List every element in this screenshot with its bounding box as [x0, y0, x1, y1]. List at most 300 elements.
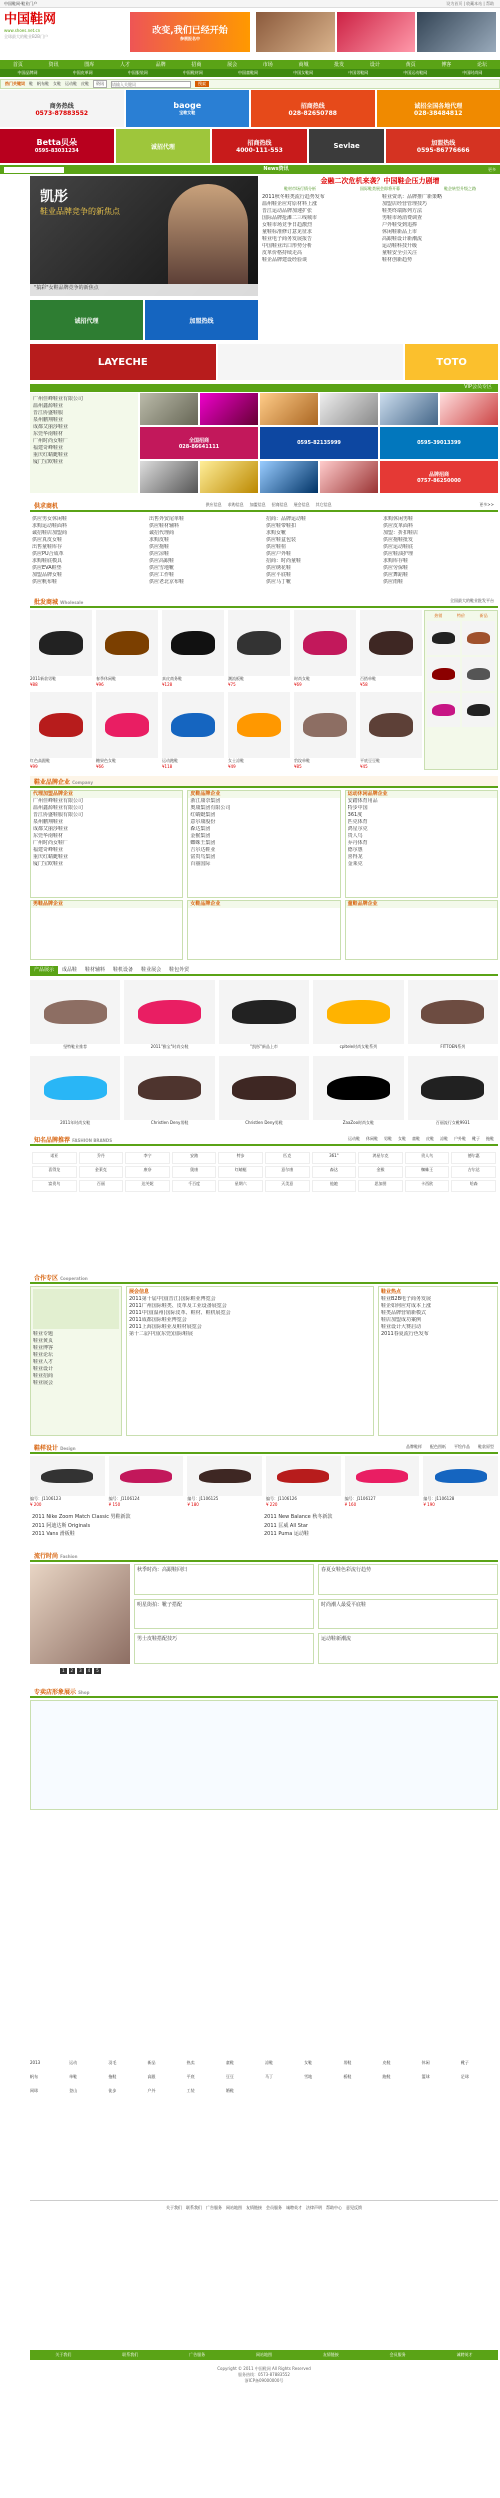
- ad-banner[interactable]: LAYECHE: [30, 344, 216, 380]
- ad-banner[interactable]: 加盟热线: [145, 300, 258, 340]
- keyword-link[interactable]: 靴子: [460, 2060, 469, 2065]
- keyword-link[interactable]: 户外: [147, 2088, 156, 2093]
- tab[interactable]: 供应信息: [205, 502, 222, 507]
- tab[interactable]: 男鞋: [384, 1136, 392, 1141]
- news-item[interactable]: 男鞋市场消费调查: [382, 215, 423, 221]
- coop-item[interactable]: 鞋业设计大赛启动: [381, 1324, 422, 1330]
- more-link[interactable]: 更多>>: [479, 502, 494, 507]
- company-item[interactable]: 蜘蛛王集团: [190, 840, 216, 846]
- tab[interactable]: 配色图纸: [430, 1444, 446, 1449]
- nav-item[interactable]: 招商: [191, 62, 202, 68]
- hot-keyword[interactable]: 帆布鞋: [37, 81, 49, 86]
- tab[interactable]: 新品: [479, 613, 488, 618]
- company-item[interactable]: 德尔惠: [347, 847, 363, 853]
- keyword-link[interactable]: 高跟: [147, 2074, 156, 2079]
- brand-link[interactable]: 吉尔达: [451, 1166, 496, 1178]
- headline-link[interactable]: 国际鞋类展会即将开幕: [360, 186, 400, 191]
- company-item[interactable]: 匹克体育: [347, 819, 368, 825]
- brand-link[interactable]: 蜘蛛王: [405, 1166, 450, 1178]
- vip-item[interactable]: 重庆红蜻蜓鞋业: [33, 452, 69, 458]
- brand-link[interactable]: 卡西欧: [405, 1180, 450, 1192]
- wholesale-item[interactable]: [162, 610, 224, 688]
- keyword-link[interactable]: 马丁: [265, 2074, 273, 2079]
- tab[interactable]: 凉鞋: [440, 1136, 448, 1141]
- biz-item[interactable]: 求购女靴: [266, 530, 287, 536]
- tab[interactable]: 女鞋: [398, 1136, 406, 1141]
- coop-item[interactable]: 2011成都国际鞋业博览会: [129, 1317, 187, 1323]
- company-item[interactable]: 福建奇峰鞋业: [33, 847, 64, 853]
- company-item[interactable]: 广州佳峰鞋业有限公司: [33, 798, 84, 804]
- nav-item[interactable]: 图库: [84, 62, 95, 68]
- biz-item[interactable]: 求购鞋底模具: [32, 558, 63, 564]
- fashion-item[interactable]: 运动鞋新潮流: [318, 1633, 498, 1664]
- headline-link[interactable]: 鞋企转型升级之路: [444, 186, 476, 191]
- nav-item[interactable]: 市场: [262, 62, 273, 68]
- vip-photo[interactable]: [260, 393, 318, 425]
- keyword-link[interactable]: 休闲: [421, 2060, 430, 2065]
- brand-link[interactable]: 思加图: [358, 1180, 403, 1192]
- search-button[interactable]: 搜索: [195, 81, 209, 87]
- design-link[interactable]: 2011 Vans 滑板鞋: [32, 1531, 75, 1538]
- company-item[interactable]: 吉尔达鞋业: [190, 847, 216, 853]
- biz-item[interactable]: 供应工作鞋: [149, 572, 175, 578]
- nav-item[interactable]: 论坛: [476, 62, 487, 68]
- brand-link[interactable]: 匹克: [265, 1152, 310, 1164]
- biz-item[interactable]: 求购库存鞋: [383, 558, 409, 564]
- footer-link[interactable]: 广告服务: [206, 2205, 222, 2210]
- tab[interactable]: 招商信息: [271, 502, 288, 507]
- footer-link[interactable]: 意见反馈: [346, 2205, 362, 2210]
- brand-link[interactable]: 金莱克: [79, 1166, 124, 1178]
- brand-link[interactable]: 德尔惠: [451, 1152, 496, 1164]
- ad-banner[interactable]: baoge 宝歌女鞋: [126, 90, 250, 127]
- news-item[interactable]: 晋江运动品牌加速扩张: [262, 208, 313, 214]
- page-link[interactable]: 4: [87, 1668, 91, 1673]
- product-item[interactable]: [313, 1056, 403, 1126]
- biz-item[interactable]: 供应户外鞋: [266, 551, 292, 557]
- search-input[interactable]: [111, 81, 191, 88]
- keyword-link[interactable]: 新品: [147, 2060, 156, 2065]
- fashion-item[interactable]: 春夏女鞋色彩流行趋势: [318, 1564, 498, 1595]
- biz-item[interactable]: 招商：时尚童鞋: [266, 558, 302, 564]
- news-item[interactable]: 2011秋冬鞋类流行趋势发布: [262, 194, 325, 200]
- footer-link[interactable]: 诚聘英才: [286, 2205, 302, 2210]
- brand-link[interactable]: 意尔康: [265, 1166, 310, 1178]
- biz-item[interactable]: 加盟：折扣鞋店: [383, 530, 419, 536]
- design-link[interactable]: 2011 匡威 All Star: [264, 1522, 308, 1529]
- product-item[interactable]: [30, 980, 120, 1050]
- design-link[interactable]: 2011 New Balance 秋冬新款: [264, 1514, 333, 1520]
- keyword-link[interactable]: 工装: [186, 2088, 195, 2093]
- tab[interactable]: 皮鞋: [426, 1136, 434, 1141]
- ad-banner[interactable]: 招商热线 028-82650788: [251, 90, 375, 127]
- headline[interactable]: 金融二次危机来袭？中国鞋企压力剧增: [320, 177, 440, 185]
- company-item[interactable]: 泉州鹏翔鞋业: [33, 819, 64, 825]
- tab[interactable]: 靴子: [472, 1136, 480, 1141]
- company-item[interactable]: 意尔康股份: [190, 819, 216, 825]
- hot-keyword[interactable]: 运动鞋: [65, 81, 77, 86]
- biz-item[interactable]: 供应拖鞋: [149, 544, 170, 550]
- keyword-link[interactable]: 童鞋: [225, 2060, 234, 2065]
- sub-nav-item[interactable]: 中国童鞋网: [237, 70, 258, 75]
- product-item[interactable]: [219, 1056, 309, 1126]
- coop-item[interactable]: 第十二届中国(东莞)国际鞋展: [129, 1331, 193, 1337]
- vip-photo[interactable]: [320, 393, 378, 425]
- wholesale-item[interactable]: [294, 610, 356, 688]
- keyword-link[interactable]: 平底: [186, 2074, 195, 2079]
- design-link[interactable]: 2011 Nike Zoom Match Classic 男鞋新款: [32, 1514, 131, 1520]
- coop-item[interactable]: 2011中国(温州)国际皮革、鞋材、鞋机展览会: [129, 1310, 231, 1316]
- tab[interactable]: 鞋款原型: [478, 1444, 494, 1449]
- coop-item[interactable]: 鞋类品牌营销新模式: [381, 1310, 427, 1316]
- biz-item[interactable]: 供应绣花鞋: [266, 565, 292, 571]
- biz-item[interactable]: 供应运动鞋底: [383, 544, 414, 550]
- biz-item[interactable]: 供应鞋材辅料: [149, 523, 180, 529]
- top-bar-links[interactable]: 设为首页 | 收藏本站 | 帮助: [446, 1, 494, 6]
- biz-item[interactable]: 诚招鞋店加盟商: [32, 530, 68, 536]
- company-item[interactable]: 乔丹体育: [347, 840, 368, 846]
- vip-photo[interactable]: [140, 393, 198, 425]
- news-search-input[interactable]: [4, 167, 64, 173]
- coop-item[interactable]: 2011第十届中国(晋江)国际鞋业博览会: [129, 1296, 216, 1302]
- coop-item[interactable]: 鞋业招商: [33, 1373, 54, 1379]
- tab[interactable]: 平绘作品: [454, 1444, 470, 1449]
- keyword-link[interactable]: 登山: [69, 2088, 78, 2093]
- tab[interactable]: 鞋机设备: [113, 967, 134, 973]
- brand-link[interactable]: 安踏: [172, 1152, 217, 1164]
- top-photo-ads[interactable]: [256, 12, 496, 52]
- vip-item[interactable]: 晋江协盛鞋服: [33, 410, 64, 416]
- logo[interactable]: 中国鞋网 www.shoes.net.cn 全球最大的鞋业B2B门户: [4, 12, 57, 39]
- footer-link[interactable]: 联系我们: [186, 2205, 202, 2210]
- vip-ad[interactable]: 品牌招商 0757-86250000: [380, 461, 498, 493]
- vip-ad[interactable]: 全国招商 028-86641111: [140, 427, 258, 459]
- product-item[interactable]: [313, 980, 403, 1050]
- sub-nav-item[interactable]: 中国女鞋网: [293, 70, 314, 75]
- biz-item[interactable]: 供应劳保鞋: [383, 565, 409, 571]
- footer-nav-link[interactable]: 会员服务: [389, 2352, 406, 2357]
- vip-item[interactable]: 广州佳峰鞋业有限公司: [33, 396, 84, 402]
- keyword-link[interactable]: 单鞋: [69, 2074, 78, 2079]
- design-item[interactable]: [187, 1456, 262, 1508]
- footer-nav-link[interactable]: 友情链接: [322, 2352, 339, 2357]
- news-item[interactable]: 户外鞋受到追捧: [382, 222, 418, 228]
- ad-banner[interactable]: 诚招代理: [30, 300, 143, 340]
- coop-item[interactable]: 2011上海国际鞋业及鞋材展览会: [129, 1324, 202, 1330]
- vip-item[interactable]: 东莞华南鞋材: [33, 431, 64, 437]
- ad-banner[interactable]: TOTO: [405, 344, 498, 380]
- footer-link[interactable]: 关于我们: [166, 2205, 182, 2210]
- product-item[interactable]: [124, 1056, 214, 1126]
- vip-item[interactable]: 厦门宝欧鞋业: [33, 459, 64, 465]
- vip-item[interactable]: 成都艾丽莎鞋业: [33, 424, 69, 430]
- news-item[interactable]: 童鞋标准修订意见征求: [262, 229, 313, 235]
- tab[interactable]: 品牌鞋样: [406, 1444, 422, 1449]
- brand-link[interactable]: 星期六: [218, 1180, 263, 1192]
- brand-link[interactable]: 特步: [218, 1152, 263, 1164]
- biz-item[interactable]: 供应鞋油护理: [383, 551, 414, 557]
- design-item[interactable]: [345, 1456, 420, 1508]
- design-item[interactable]: [109, 1456, 184, 1508]
- nav-item[interactable]: 资讯: [48, 62, 59, 68]
- brand-link[interactable]: 红蜻蜓: [218, 1166, 263, 1178]
- brand-link[interactable]: 乔丹: [79, 1152, 124, 1164]
- keyword-link[interactable]: 凉鞋: [265, 2060, 273, 2065]
- news-item[interactable]: 运动鞋科技升级: [382, 243, 418, 249]
- wholesale-item[interactable]: [360, 692, 422, 770]
- company-item[interactable]: 金莱克: [347, 861, 363, 867]
- biz-item[interactable]: 供应鞋楦: [266, 544, 287, 550]
- company-item[interactable]: 361度: [347, 812, 363, 818]
- biz-item[interactable]: 供应EVA鞋垫: [32, 565, 62, 571]
- keyword-link[interactable]: 男鞋: [343, 2060, 352, 2065]
- ad-banner[interactable]: 诚招全国各地代理 028-38484812: [377, 90, 500, 127]
- wholesale-more[interactable]: 全国最大的鞋业批发平台: [450, 598, 494, 603]
- vip-ad[interactable]: 0595-82135999: [260, 427, 378, 459]
- wholesale-item[interactable]: [30, 610, 92, 688]
- news-item[interactable]: 中国鞋业出口形势分析: [262, 243, 313, 249]
- keyword-link[interactable]: 2013: [30, 2060, 41, 2065]
- design-item[interactable]: [30, 1456, 105, 1508]
- coop-item[interactable]: 鞋企如何应对成本上涨: [381, 1303, 432, 1309]
- biz-item[interactable]: 供应男女休闲鞋: [32, 516, 68, 522]
- biz-item[interactable]: 出售童鞋库存: [32, 544, 63, 550]
- biz-item[interactable]: 供应拖鞋批发: [383, 537, 414, 543]
- biz-item[interactable]: 出售外贸尾单鞋: [149, 516, 185, 522]
- headline-link[interactable]: 鞋材市场行情分析: [284, 186, 316, 191]
- brand-link[interactable]: 李宁: [125, 1152, 170, 1164]
- company-item[interactable]: 特步中国: [347, 805, 368, 811]
- nav-item[interactable]: 人才: [119, 62, 130, 68]
- tab[interactable]: 求购信息: [227, 502, 244, 507]
- hot-keyword[interactable]: 皮鞋: [81, 81, 89, 86]
- vip-item[interactable]: 福建奇峰鞋业: [33, 445, 64, 451]
- brand-link[interactable]: 他她: [312, 1180, 357, 1192]
- company-item[interactable]: 贵人鸟: [347, 833, 363, 839]
- sub-nav-item[interactable]: 中国男鞋网: [348, 70, 369, 75]
- footer-nav-link[interactable]: 网站地图: [255, 2352, 272, 2357]
- biz-item[interactable]: 供应凉鞋: [149, 551, 170, 557]
- biz-item[interactable]: 供应PU合成革: [32, 551, 64, 557]
- wholesale-item[interactable]: [228, 692, 290, 770]
- keyword-link[interactable]: 羽毛: [108, 2060, 117, 2065]
- coop-item[interactable]: 鞋业人才: [33, 1359, 54, 1365]
- biz-item[interactable]: 供应老北京布鞋: [149, 579, 185, 585]
- company-item[interactable]: 东莞华南鞋材: [33, 833, 64, 839]
- wholesale-item[interactable]: [228, 610, 290, 688]
- nav-item[interactable]: 首页: [12, 62, 23, 68]
- biz-item[interactable]: 供应鞋盒包装: [266, 537, 297, 543]
- company-item[interactable]: 红蜻蜓集团: [190, 812, 216, 818]
- brand-link[interactable]: 富贵鸟: [32, 1180, 77, 1192]
- biz-item[interactable]: 求购运动鞋面料: [32, 523, 68, 529]
- sub-nav-item[interactable]: 中国时尚网: [462, 70, 483, 75]
- company-item[interactable]: 晋江协盛鞋服有限公司: [33, 812, 84, 818]
- biz-item[interactable]: 供应皮革面料: [383, 523, 414, 529]
- news-item[interactable]: 皮革价格持续走高: [262, 250, 303, 256]
- company-item[interactable]: 浙江康奈集团: [190, 798, 221, 804]
- news-item[interactable]: 女鞋市场竞争日趋激烈: [262, 222, 313, 228]
- tab[interactable]: 展会信息: [293, 502, 310, 507]
- product-item[interactable]: [408, 1056, 498, 1126]
- page-link[interactable]: 5: [96, 1668, 99, 1673]
- footer-nav-link[interactable]: 诚聘英才: [456, 2352, 473, 2357]
- shop-gallery[interactable]: [30, 1700, 498, 1810]
- vip-item[interactable]: 广州时尚女鞋厂: [33, 438, 69, 444]
- biz-item[interactable]: 加盟品牌女鞋: [32, 572, 63, 578]
- vip-photo[interactable]: [440, 393, 498, 425]
- company-item[interactable]: 厦门宝欧鞋业: [33, 861, 64, 867]
- sub-nav-item[interactable]: 中国运动鞋网: [403, 70, 428, 75]
- tab[interactable]: 鞋包外贸: [169, 967, 190, 973]
- design-link[interactable]: 2011 Puma 运动鞋: [264, 1531, 309, 1538]
- page-link[interactable]: 3: [79, 1668, 82, 1673]
- keyword-link[interactable]: 皮鞋: [382, 2060, 391, 2065]
- biz-item[interactable]: 诚招代理商: [149, 530, 175, 536]
- wholesale-item[interactable]: [360, 610, 422, 688]
- tab[interactable]: 加盟信息: [249, 502, 266, 507]
- company-item[interactable]: 成都艾丽莎鞋业: [33, 826, 69, 832]
- news-item[interactable]: 加盟店经营管理技巧: [382, 201, 428, 207]
- news-item[interactable]: 高跟鞋设计新潮流: [382, 236, 423, 242]
- nav-item[interactable]: 设计: [369, 62, 380, 68]
- coop-item[interactable]: 鞋业专题: [33, 1331, 54, 1337]
- fashion-photo[interactable]: [30, 1564, 130, 1664]
- footer-nav-link[interactable]: 广告服务: [189, 2352, 206, 2357]
- coop-item[interactable]: 鞋店加盟成功案例: [381, 1317, 422, 1323]
- brand-link[interactable]: 森达: [312, 1166, 357, 1178]
- brand-link[interactable]: 康奈: [125, 1166, 170, 1178]
- fashion-item[interactable]: 时尚潮人最爱平底鞋: [318, 1599, 498, 1630]
- company-item[interactable]: 富贵鸟集团: [190, 854, 216, 860]
- tab[interactable]: 户外鞋: [454, 1136, 466, 1141]
- biz-item[interactable]: 求购皮鞋: [149, 537, 170, 543]
- product-item[interactable]: [30, 1056, 120, 1126]
- brand-link[interactable]: 鸿星尔克: [358, 1152, 403, 1164]
- focus-slideshow[interactable]: [30, 176, 258, 296]
- brand-link[interactable]: 贵人鸟: [405, 1152, 450, 1164]
- fashion-item[interactable]: 秋季时尚：高跟鞋回归: [134, 1564, 314, 1595]
- nav-item[interactable]: 展会: [227, 62, 238, 68]
- product-item[interactable]: [219, 980, 309, 1050]
- ad-banner[interactable]: 加盟热线 0595-86776666: [386, 129, 500, 163]
- company-item[interactable]: 温州鑫源鞋业有限公司: [33, 805, 84, 811]
- brand-link[interactable]: 哈森: [451, 1180, 496, 1192]
- footer-link[interactable]: 法律声明: [306, 2205, 322, 2210]
- keyword-link[interactable]: 婚鞋: [225, 2088, 234, 2093]
- sub-nav-item[interactable]: 中国鞋材网: [182, 70, 203, 75]
- wholesale-item[interactable]: [294, 692, 356, 770]
- footer-nav-link[interactable]: 关于我们: [55, 2352, 72, 2357]
- footer-nav-link[interactable]: 联系我们: [122, 2352, 139, 2357]
- nav-item[interactable]: 品牌: [155, 62, 166, 68]
- tab[interactable]: 成品鞋: [62, 967, 78, 973]
- tab[interactable]: 热销: [434, 613, 443, 618]
- keyword-link[interactable]: 板鞋: [343, 2074, 352, 2079]
- brand-link[interactable]: 奥康: [172, 1166, 217, 1178]
- vip-item[interactable]: 泉州鹏翔鞋业: [33, 417, 64, 423]
- keyword-link[interactable]: 足球: [460, 2074, 469, 2079]
- coop-item[interactable]: 鞋业黄页: [33, 1338, 54, 1344]
- keyword-link[interactable]: 热卖: [186, 2060, 195, 2065]
- tab[interactable]: 鞋业展会: [141, 967, 162, 973]
- ad-banner[interactable]: 诚招代理: [116, 129, 211, 163]
- footer-link[interactable]: 友情链接: [246, 2205, 262, 2210]
- sub-nav-item[interactable]: 中国服装网: [127, 70, 148, 75]
- product-item[interactable]: [408, 980, 498, 1050]
- fashion-item[interactable]: 明星街拍：靴子搭配: [134, 1599, 314, 1630]
- biz-item[interactable]: 供应真皮女鞋: [32, 537, 63, 543]
- news-item[interactable]: 休闲鞋新品上市: [382, 229, 418, 235]
- vip-photo[interactable]: [140, 461, 198, 493]
- biz-item[interactable]: 供应鞋带鞋扣: [266, 523, 297, 529]
- ad-banner[interactable]: Betta贝朵 0595-83031234: [0, 129, 114, 163]
- tab[interactable]: 产品展示: [30, 966, 58, 974]
- wholesale-item[interactable]: [96, 610, 158, 688]
- search-category-select[interactable]: 资讯: [93, 80, 107, 88]
- vip-photo[interactable]: [200, 461, 258, 493]
- tab[interactable]: 鞋材辅料: [85, 967, 106, 973]
- company-item[interactable]: 重庆红蜻蜓鞋业: [33, 854, 69, 860]
- brand-link[interactable]: 诺亚: [32, 1152, 77, 1164]
- coop-item[interactable]: 鞋业展会: [33, 1380, 54, 1386]
- keyword-link[interactable]: 女鞋: [304, 2060, 313, 2065]
- news-item[interactable]: 鞋类终端陈列方法: [382, 208, 423, 214]
- keyword-link[interactable]: 豆豆: [225, 2074, 234, 2079]
- keyword-link[interactable]: 篮球: [421, 2074, 430, 2079]
- coop-item[interactable]: 2011春夏流行色发布: [381, 1331, 429, 1337]
- fashion-item[interactable]: 男士皮鞋搭配技巧: [134, 1633, 314, 1664]
- news-item[interactable]: 温州鞋企应对原材料上涨: [262, 201, 318, 207]
- footer-link[interactable]: 会员服务: [266, 2205, 282, 2210]
- news-item[interactable]: 鞋企品牌建设经验谈: [262, 257, 308, 263]
- brand-link[interactable]: 百丽: [79, 1180, 124, 1192]
- wholesale-item[interactable]: [162, 692, 224, 770]
- company-item[interactable]: 广州时尚女鞋厂: [33, 840, 69, 846]
- hot-keyword[interactable]: 鞋: [29, 81, 33, 86]
- news-item[interactable]: 鞋业电子商务发展报告: [262, 236, 313, 242]
- nav-item[interactable]: 博客: [441, 62, 452, 68]
- brand-link[interactable]: 361°: [312, 1152, 357, 1164]
- coop-item[interactable]: 鞋业博客: [33, 1345, 54, 1351]
- brand-link[interactable]: 金猴: [358, 1166, 403, 1178]
- biz-item[interactable]: 供应平底鞋: [266, 572, 292, 578]
- coop-item[interactable]: 鞋业B2B电子商务发展: [381, 1296, 432, 1302]
- company-item[interactable]: 奥康集团有限公司: [190, 805, 231, 811]
- company-item[interactable]: 金猴集团: [190, 833, 211, 839]
- biz-item[interactable]: 供应雨鞋: [383, 579, 404, 585]
- ad-banner[interactable]: 商务热线 0573-87883552: [0, 90, 124, 127]
- company-item[interactable]: 喜得龙: [347, 854, 363, 860]
- news-item[interactable]: 鞋材创新趋势: [382, 257, 413, 263]
- hot-keyword[interactable]: 女鞋: [53, 81, 61, 86]
- design-item[interactable]: [423, 1456, 498, 1508]
- sub-nav-item[interactable]: 中国品牌网: [17, 70, 38, 75]
- vip-photo[interactable]: [380, 393, 438, 425]
- keyword-link[interactable]: 跑鞋: [382, 2074, 391, 2079]
- tab[interactable]: 特价: [456, 613, 465, 618]
- company-item[interactable]: 鸿星尔克: [347, 826, 368, 832]
- page-link[interactable]: 1: [62, 1668, 65, 1673]
- news-item[interactable]: 国际品牌抢滩二三线城市: [262, 215, 318, 221]
- vip-photo[interactable]: [260, 461, 318, 493]
- vip-photo[interactable]: [200, 393, 258, 425]
- product-item[interactable]: [124, 980, 214, 1050]
- keyword-link[interactable]: 拖鞋: [108, 2074, 117, 2079]
- design-item[interactable]: [266, 1456, 341, 1508]
- news-more-link[interactable]: 更多: [487, 166, 496, 172]
- coop-item[interactable]: 鞋业论坛: [33, 1352, 54, 1358]
